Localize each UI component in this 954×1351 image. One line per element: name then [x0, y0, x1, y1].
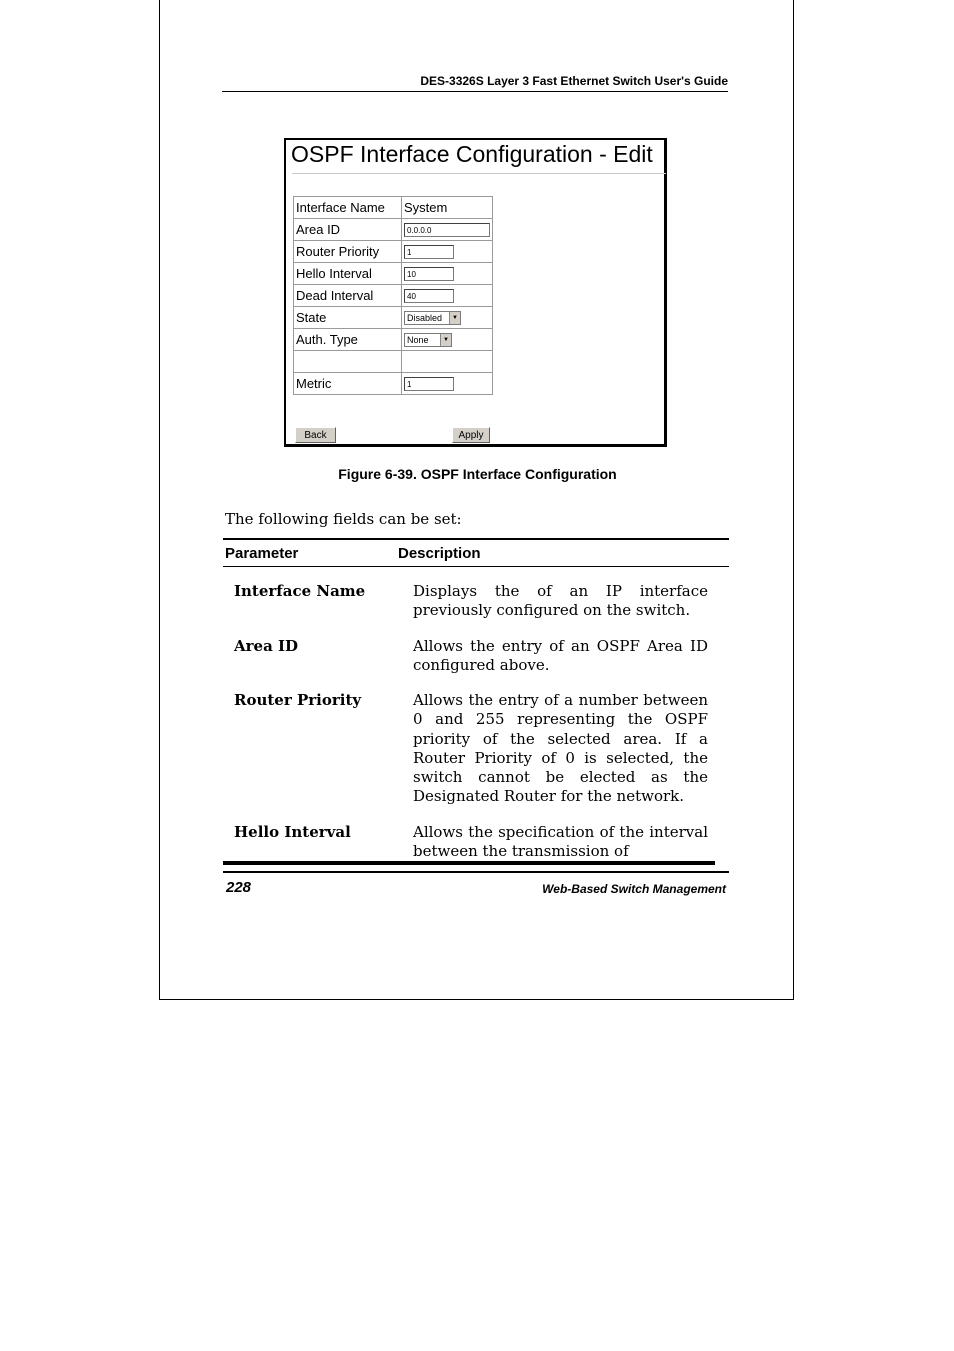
param-description: Allows the specification of the interval between the transmission of	[413, 823, 708, 861]
form-row-auth-type	[294, 329, 493, 351]
form-row-blank	[294, 351, 493, 373]
param-name: Area ID	[234, 637, 299, 655]
area-id-label: Area ID	[294, 219, 402, 241]
footer-section-title: Web-Based Switch Management	[542, 882, 726, 896]
back-button[interactable]: Back	[295, 427, 336, 443]
ospf-interface-form	[293, 196, 493, 395]
chevron-down-icon: ▼	[449, 312, 460, 324]
interface-name-label: Interface Name	[294, 197, 402, 219]
chevron-down-icon: ▼	[440, 334, 451, 346]
figure-caption: Figure 6-39. OSPF Interface Configuration	[338, 466, 617, 482]
form-row-state	[294, 307, 493, 329]
param-name: Interface Name	[234, 582, 366, 600]
description-column-header: Description	[398, 545, 481, 562]
area-id-input[interactable]: 0.0.0.0	[404, 223, 490, 237]
state-label: State	[294, 307, 402, 329]
table-header-rule	[223, 566, 729, 567]
screenshot-title: OSPF Interface Configuration - Edit	[291, 141, 653, 167]
ospf-edit-screenshot	[284, 138, 667, 447]
param-description: Allows the entry of a number between 0 and 255 representing the OSPF priority of the selected area. If a Router Priority of 0 is selected, the switch cannot be elected as the Designated Router for the network.	[413, 691, 708, 806]
hello-interval-label: Hello Interval	[294, 263, 402, 285]
dead-interval-label: Dead Interval	[294, 285, 402, 307]
form-row-hello-interval	[294, 263, 493, 285]
manual-page	[159, 0, 794, 1000]
form-row-area-id	[294, 219, 493, 241]
screenshot-title-rule	[292, 173, 666, 174]
interface-name-value: System	[402, 197, 493, 219]
form-row-dead-interval	[294, 285, 493, 307]
router-priority-label: Router Priority	[294, 241, 402, 263]
running-header: DES-3326S Layer 3 Fast Ethernet Switch User's Guide	[420, 74, 728, 88]
dead-interval-input[interactable]: 40	[404, 289, 454, 303]
blank-value	[402, 351, 493, 373]
auth-type-select[interactable]	[404, 333, 452, 347]
hello-interval-input[interactable]: 10	[404, 267, 454, 281]
blank-label	[294, 351, 402, 373]
parameter-column-header: Parameter	[225, 545, 299, 562]
metric-input[interactable]: 1	[404, 377, 454, 391]
router-priority-input[interactable]: 1	[404, 245, 454, 259]
page-number: 228	[226, 879, 252, 896]
form-row-metric	[294, 373, 493, 395]
footer-rule	[223, 871, 729, 873]
header-rule	[222, 91, 728, 92]
apply-button[interactable]: Apply	[452, 427, 490, 443]
param-description: Displays the of an IP interface previously configured on the switch.	[413, 582, 708, 620]
metric-label: Metric	[294, 373, 402, 395]
auth-type-label: Auth. Type	[294, 329, 402, 351]
param-name: Router Priority	[234, 691, 362, 709]
auth-type-select-value: None	[407, 335, 429, 346]
form-row-interface-name	[294, 197, 493, 219]
param-description: Allows the entry of an OSPF Area ID configured above.	[413, 637, 708, 675]
table-bottom-rule	[223, 861, 715, 865]
form-row-router-priority	[294, 241, 493, 263]
state-select[interactable]	[404, 311, 461, 325]
state-select-value: Disabled	[407, 313, 443, 324]
table-top-rule	[223, 538, 729, 540]
param-name: Hello Interval	[234, 823, 351, 841]
intro-text: The following fields can be set:	[225, 510, 462, 528]
